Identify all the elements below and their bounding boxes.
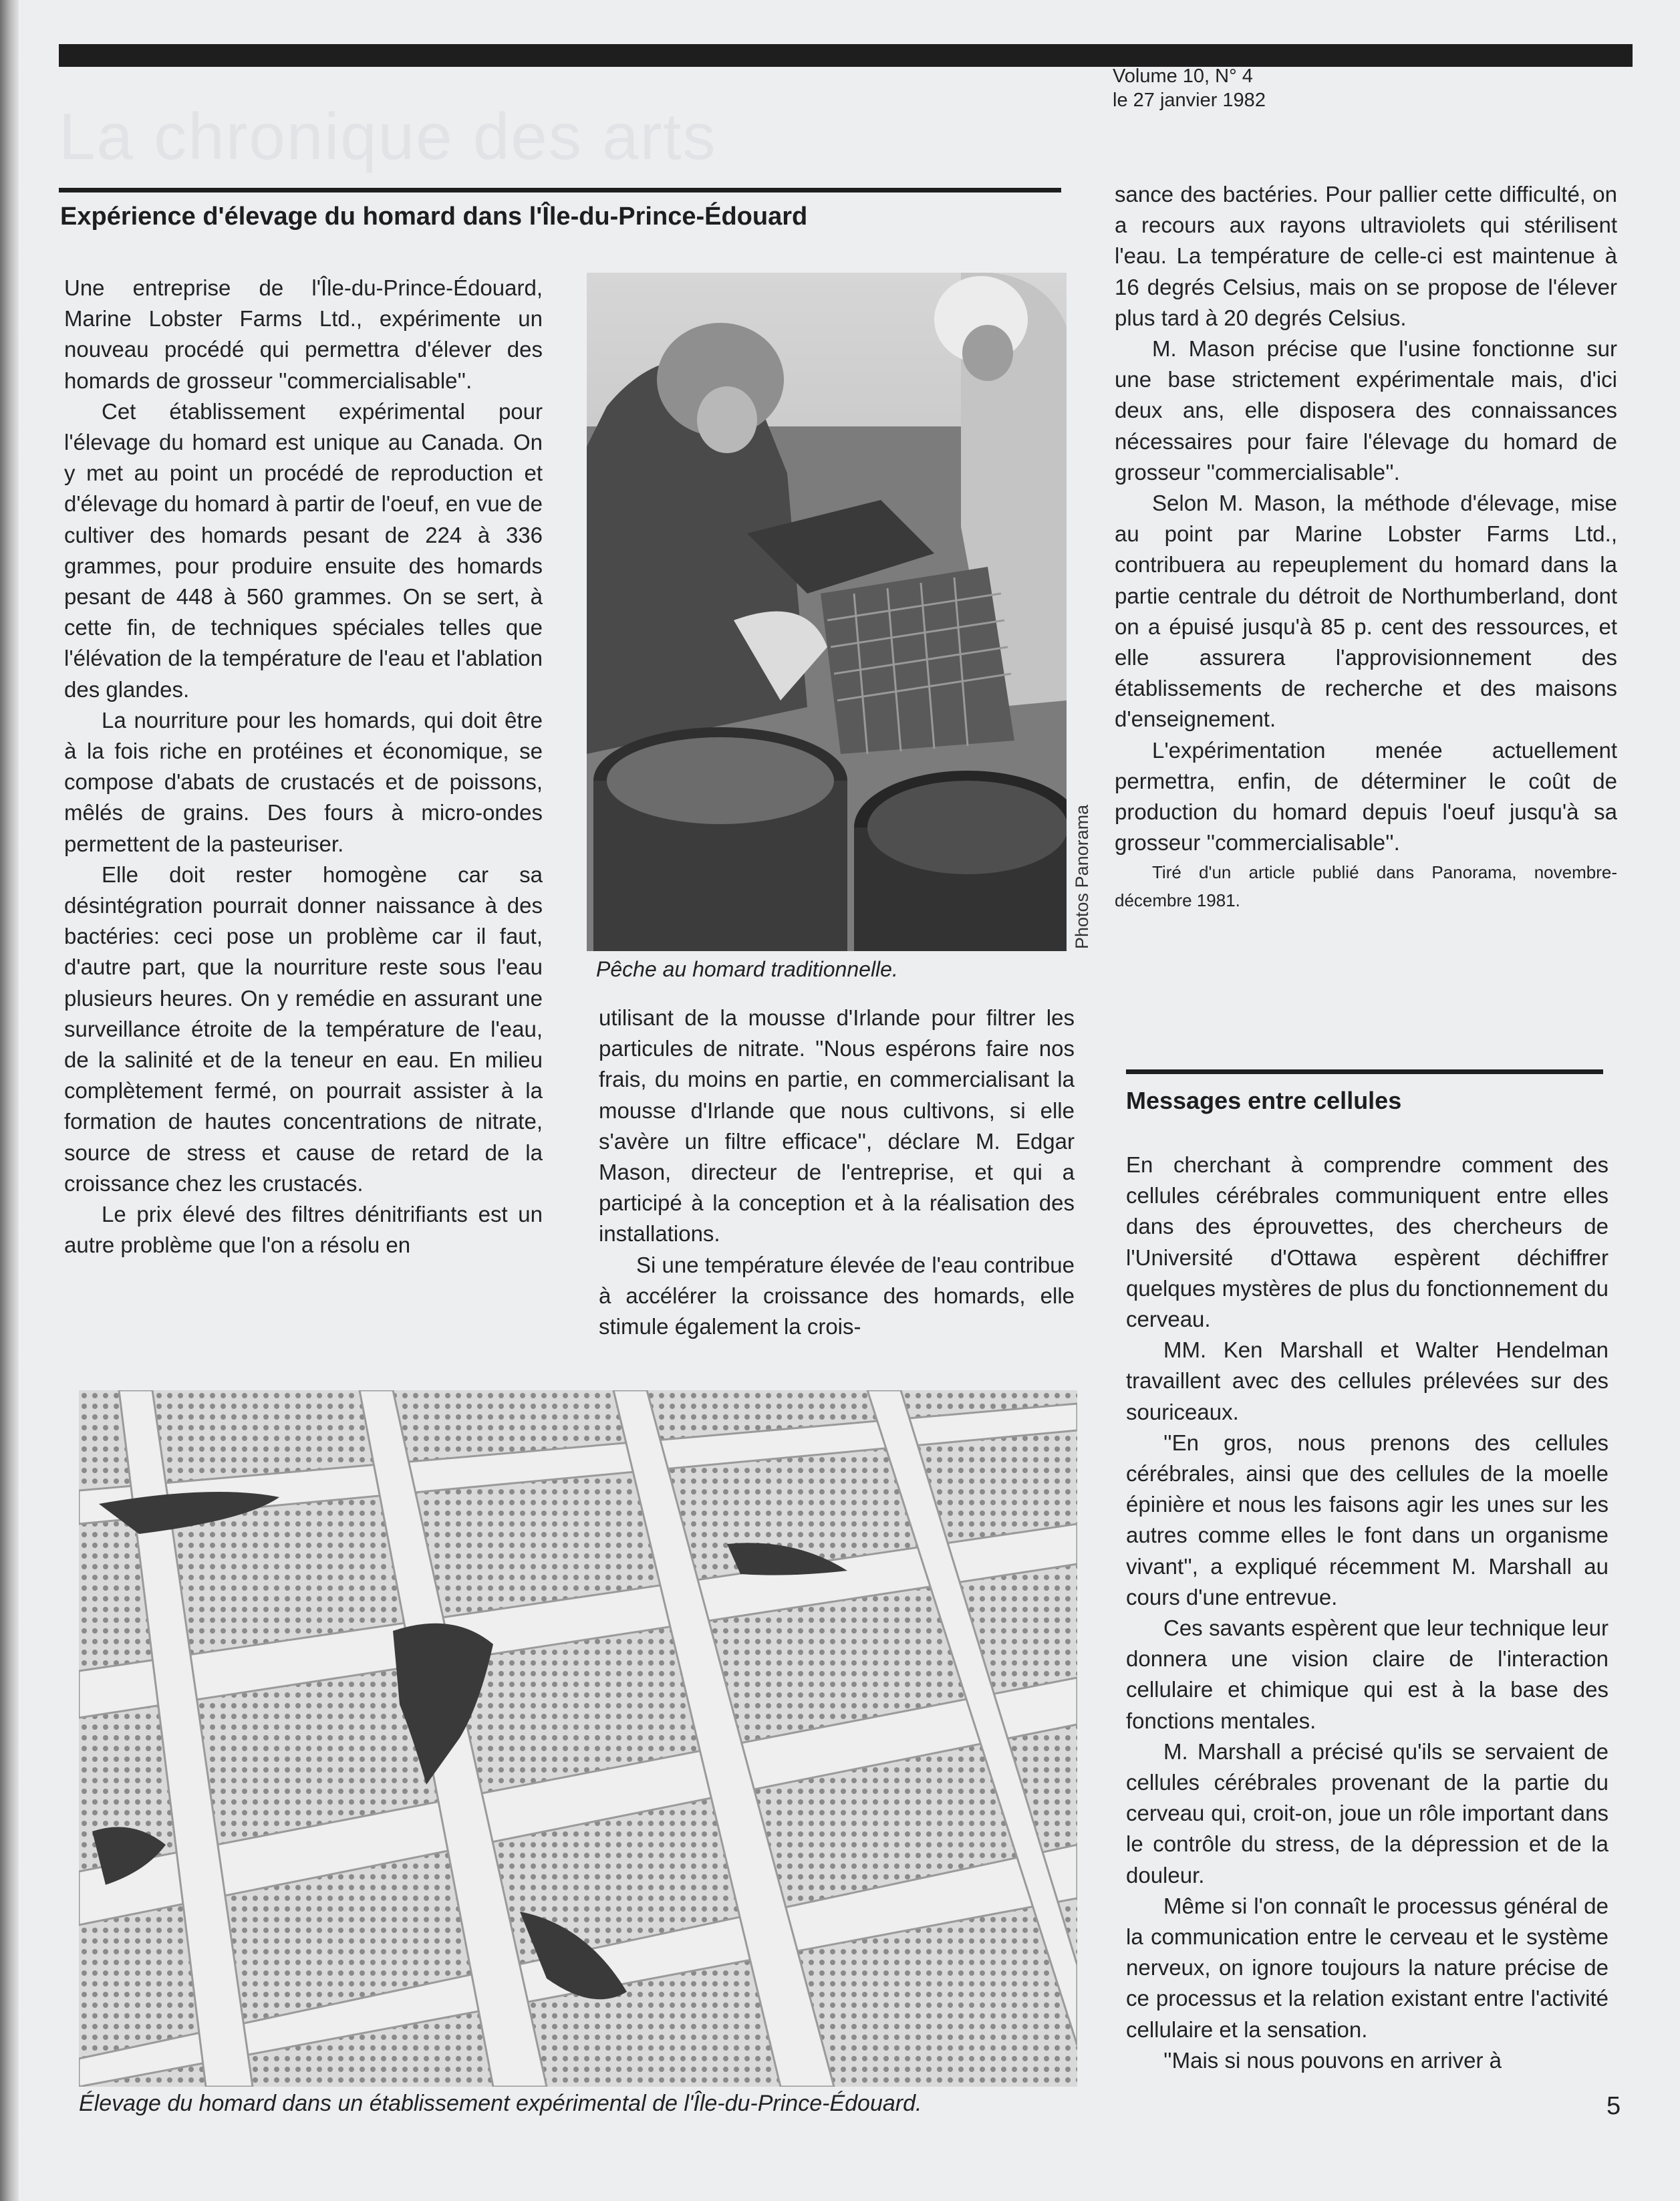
article1-headline: Expérience d'élevage du homard dans l'Île-du-Prince-Édouard — [60, 203, 808, 231]
lobster-farm-photo-caption: Élevage du homard dans un établissement expérimental de l'Île-du-Prince-Édouard. — [79, 2091, 922, 2116]
paragraph: Elle doit rester homogène car sa désintégration pourrait donner naissance à des bactéries: ceci pose un problème car il faut, d'autre part, que la nourriture reste sous l'eau plusieurs heures. On y remédie en assurant une surveillance étroite de la température de l'eau, de la salinité et de la teneur en eau. En milieu complètement fermé, on pourrait assister à la formation de hautes concentrations de nitrate, source de stress et cause de retard de la croissance chez les crustacés. — [64, 862, 543, 1196]
paragraph: sance des bactéries. Pour pallier cette difficulté, on a recours aux rayons ultraviolets qui stérilisent l'eau. La température de celle-ci est maintenue à 16 degrés Celsius, mais on se propose de l'élever plus tard à 20 degrés Celsius. — [1115, 182, 1617, 330]
issue-info — [1113, 64, 1266, 112]
paragraph: M. Marshall a précisé qu'ils se servaient de cellules cérébrales provenant de la partie du cerveau qui, croit-on, joue un rôle important dans le contrôle du stress, de la dépression et de la douleur. — [1126, 1738, 1608, 1888]
paragraph: M. Mason précise que l'usine fonctionne sur une base strictement expérimentale mais, d'ici deux ans, elle disposera des connaissances nécessaires pour faire l'élevage du homard de grosseur ''commercialisable''. — [1115, 336, 1617, 485]
article2-body — [1126, 1150, 1608, 2076]
paragraph: Ces savants espèrent que leur technique leur donnera une vision claire de l'interaction cellulaire et chimique qui est à la base des fonctions mentales. — [1126, 1615, 1608, 1733]
paragraph: Même si l'on connaît le processus général de la communication entre le cerveau et le système nerveux, on ignore toujours la nature précise de ce processus et la relation existant entre l'activité cellulaire et la sensation. — [1126, 1893, 1608, 2042]
page-binding-shadow — [0, 0, 19, 2201]
paragraph: MM. Ken Marshall et Walter Hendelman travaillent avec des cellules prélevées sur des souriceaux. — [1126, 1337, 1608, 1424]
paragraph: L'expérimentation menée actuellement permettra, enfin, de déterminer le coût de production du homard depuis l'oeuf jusqu'à sa grosseur ''commercialisable''. — [1115, 737, 1617, 856]
paragraph: ''Mais si nous pouvons en arriver à — [1163, 2047, 1502, 2073]
masthead-rule — [59, 44, 1633, 67]
paragraph: Selon M. Mason, la méthode d'élevage, mise au point par Marine Lobster Farms Ltd., contribuera au repeuplement du homard dans la partie centrale du détroit de Northumberland, dont on a épuisé jusqu'à 85 p. cent des ressources, et elle assurera l'approvisionnement des établissements de recherche et des maisons d'enseignement. — [1115, 491, 1617, 732]
lobster-farm-photo — [79, 1390, 1077, 2087]
page-number: 5 — [1606, 2092, 1621, 2120]
article1-column-3 — [1115, 179, 1617, 914]
paragraph: En cherchant à comprendre comment des cellules cérébrales communiquent entre elles dans des éprouvettes, des chercheurs de l'Université d'Ottawa espèrent déchiffrer quelques mystères de plus du fonctionnement du cerveau. — [1126, 1152, 1608, 1332]
paragraph: Cet établissement expérimental pour l'élevage du homard est unique au Canada. On y met au point un procédé de reproduction et d'élevage du homard à partir de l'oeuf, en vue de cultiver des homards pesant de 224 à 336 grammes, pour produire ensuite des homards pesant de 448 à 560 grammes. On se sert, à cette fin, de techniques spéciales telles que l'élévation de la température de l'eau et l'ablation des glandes. — [64, 398, 543, 702]
masthead-ghost-title: La chronique des arts — [59, 100, 717, 173]
paragraph: Le prix élevé des filtres dénitrifiants est un autre problème que l'on a résolu en — [64, 1202, 543, 1258]
article1-rule — [59, 188, 1061, 192]
source-note: Tiré d'un article publié dans Panorama, novembre-décembre 1981. — [1115, 862, 1617, 911]
paragraph: Une entreprise de l'Île-du-Prince-Édouard, Marine Lobster Farms Ltd., expérimente un nouveau procédé qui permettra d'élever des homards de grosseur ''commercialisable''. — [64, 275, 543, 393]
photo-credit: Photos Panorama — [1072, 804, 1092, 949]
fishing-photo — [587, 273, 1067, 951]
issue-date: le 27 janvier 1982 — [1113, 90, 1266, 111]
issue-volume: Volume 10, N° 4 — [1113, 66, 1253, 87]
paragraph: utilisant de la mousse d'Irlande pour filtrer les particules de nitrate. ''Nous espérons faire nos frais, du moins en partie, en commercialisant la mousse d'Irlande que nous cultivons, si elle s'avère un filtre efficace'', déclare M. Edgar Mason, directeur de l'entreprise, et qui a participé à la conception et à la réalisation des installations. — [599, 1005, 1075, 1247]
article2-rule — [1126, 1069, 1603, 1074]
article1-column-1 — [64, 273, 543, 1261]
paragraph: ''En gros, nous prenons des cellules cérébrales, ainsi que des cellules de la moelle épinière et nous les faisons agir les unes sur les autres comme elles le font dans un organisme vivant'', a expliqué récemment M. Marshall au cours d'une entrevue. — [1126, 1430, 1608, 1609]
article2-headline: Messages entre cellules — [1126, 1087, 1402, 1114]
paragraph: Si une température élevée de l'eau contribue à accélérer la croissance des homards, elle stimule également la crois- — [599, 1252, 1075, 1339]
fishing-photo-caption: Pêche au homard traditionnelle. — [596, 957, 898, 981]
paragraph: La nourriture pour les homards, qui doit être à la fois riche en protéines et économique, se compose d'abats de crustacés et de poissons, mêlés de grains. Des fours à micro-ondes permettent de la pasteuriser. — [64, 707, 543, 856]
article1-column-2 — [599, 1003, 1075, 1342]
